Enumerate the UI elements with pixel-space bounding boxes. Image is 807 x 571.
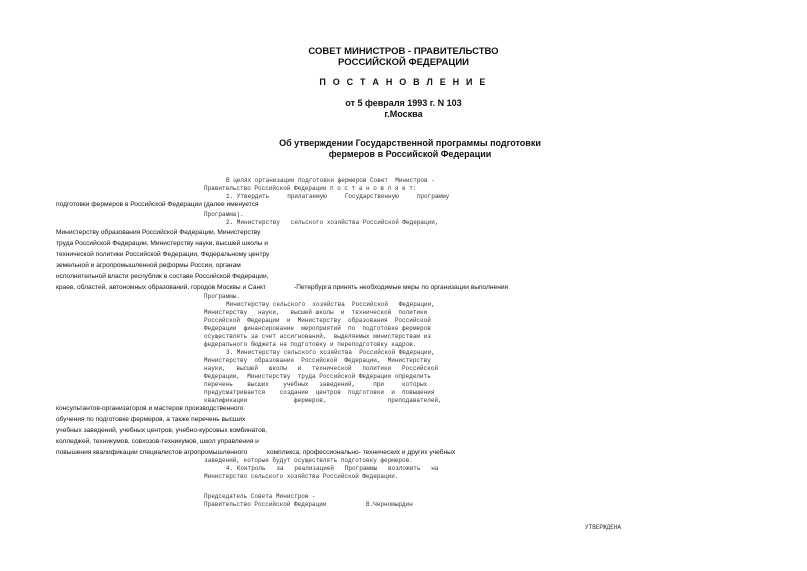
- body-line: Министерству сельского хозяйства Российской Федерации,: [226, 301, 435, 308]
- org-name-line2: РОССИЙСКОЙ ФЕДЕРАЦИИ: [337, 57, 469, 68]
- body-line: предусматривается создание центров подготовки и повышения: [204, 389, 435, 396]
- body-line: комплекса, профессионально- технических и других учебных: [267, 449, 456, 456]
- title-line2: фермеров в Российской Федерации: [328, 149, 492, 159]
- title-line1: Об утверждении Государственной программы подготовки: [279, 138, 541, 148]
- document-type: П О С Т А Н О В Л Е Н И Е: [319, 77, 488, 87]
- body-line: федерального бюджета на подготовку и переподготовку кадров.: [204, 341, 417, 348]
- body-line: колледжей, техникумов, совхозов-техникумов, школ управления и: [56, 438, 259, 445]
- body-line: Министерство сельского хозяйства Российской Федерации.: [204, 473, 399, 480]
- signature-name: Правительство Российской Федерации В.Черномырдин: [204, 501, 413, 508]
- body-line: технической политики Российской Федерации, Федеральному центру: [56, 251, 270, 258]
- body-line: подготовки фермеров в Российской Федерации (далее именуется: [56, 201, 259, 208]
- body-line: заведений, которые будут осуществлять подготовку фермеров.: [204, 457, 413, 464]
- body-line: -Петербурга принять необходимые меры по организации выполнения: [294, 284, 509, 291]
- document-title: [240, 138, 580, 160]
- body-line: труда Российской Федерации, Министерству науки, высшей школы и: [56, 240, 268, 247]
- body-line: Программа).: [204, 211, 244, 218]
- signature-title: Председатель Совета Министров -: [204, 493, 316, 500]
- body-line: Министерству науки, высшей школы и технической политики: [204, 309, 428, 316]
- body-line: повышения квалификации специалистов агропромышленного: [56, 449, 248, 456]
- document-date: [0, 98, 807, 120]
- body-line: краев, областей, автономных образований, городов Москвы и Санкт: [56, 284, 267, 291]
- body-line: консультантов-организаторов и мастеров производственного: [56, 405, 244, 412]
- approved-stamp: УТВЕРЖДЕНА: [585, 524, 622, 531]
- body-line: 2. Министерству сельского хозяйства Российской Федерации,: [226, 219, 439, 226]
- date-line: от 5 февраля 1993 г. N 103: [345, 98, 462, 108]
- body-line: квалификации фермеров, преподавателей,: [204, 397, 442, 404]
- body-line: 1. Утвердить прилагаемую Государственную программу: [226, 193, 450, 200]
- body-line: учебных заведений, учебных центров, учебно-курсовых комбинатов,: [56, 427, 268, 434]
- body-line: Федерации, Министерству труда Российской Федерации определить: [204, 373, 431, 380]
- body-line: Федерации финансирование мероприятий по подготовке фермеров: [204, 325, 431, 332]
- body-line: науки, высшей школы и технической политики Российской: [204, 365, 439, 372]
- body-line: перечень высших учебных заведений, при которых: [204, 381, 428, 388]
- body-line: 3. Министерству сельского хозяйства Российской Федерации,: [226, 349, 435, 356]
- city-line: г.Москва: [384, 109, 423, 119]
- body-line: Российской Федерации и Министерству образования Российской: [204, 317, 431, 324]
- body-line: Правительство Российской Федерации п о с т а н о в л я е т:: [204, 185, 417, 192]
- body-line: обучения по подготовке фермеров, а также перечень высших: [56, 416, 246, 423]
- body-line: осуществлять за счет ассигнований, выделяемых министерствам из: [204, 333, 431, 340]
- org-name-line1: СОВЕТ МИНИСТРОВ - ПРАВИТЕЛЬСТВО: [308, 46, 499, 57]
- body-line: В целях организации подготовки фермеров Совет Министров -: [226, 177, 435, 184]
- body-line: исполнительной власти республик в составе Российской Федерации,: [56, 273, 269, 280]
- body-line: земельной и агропромышленной реформы России, органам: [56, 262, 241, 269]
- body-line: 4. Контроль за реализацией Программы возложить на: [226, 465, 439, 472]
- body-line: Министерству образования Российской Федерации, Министерству: [56, 229, 261, 236]
- body-line: Программы.: [204, 293, 241, 300]
- body-line: Министерству образования Российской Федерации, Министерству: [204, 357, 431, 364]
- document-header: [0, 46, 807, 68]
